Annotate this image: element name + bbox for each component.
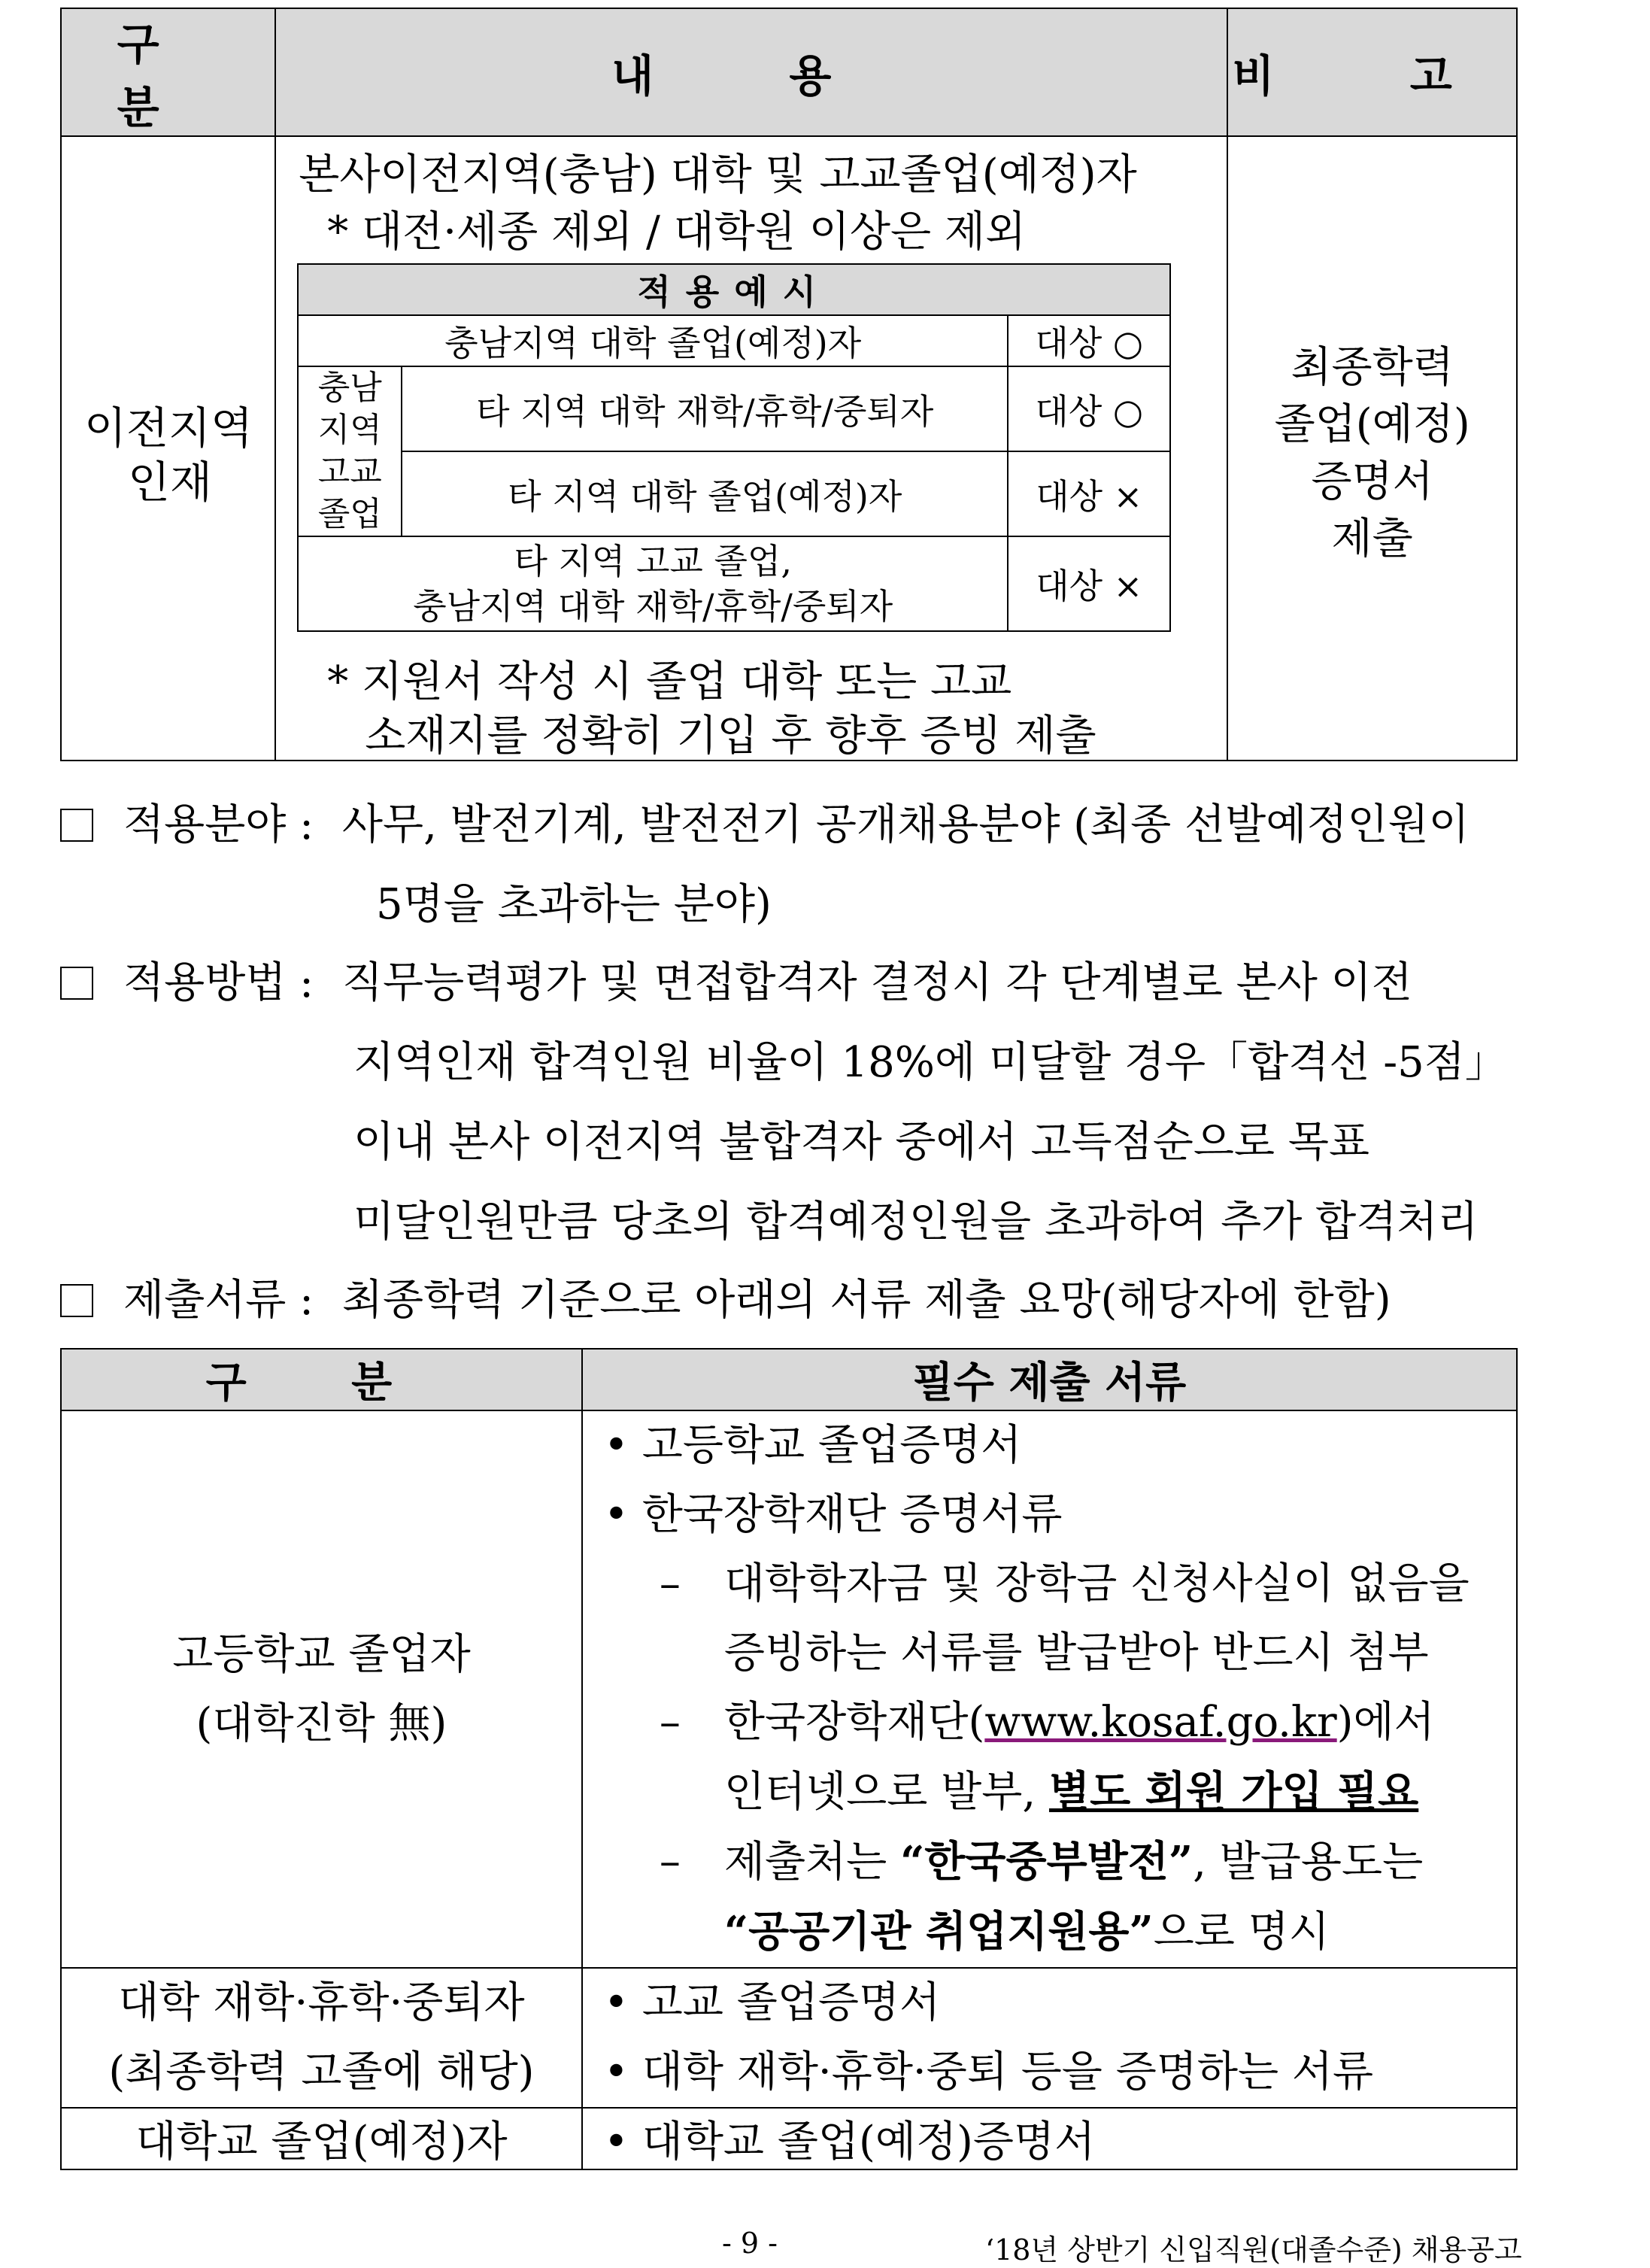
checkbox-icon [60,1284,93,1317]
category-label: (대학진학 無) [196,1699,447,1748]
section-text: 최종학력 기준으로 아래의 서류 제출 요망(해당자에 한함) [341,1276,1391,1325]
remark-line: 최종학력 [1291,343,1454,392]
header-remark: 비 고 [1227,8,1517,136]
section-text: 사무, 발전기계, 발전전기 공개채용분야 (최종 선발예정인원이 [341,800,1470,849]
list-item-text: 고등학교 졸업증명서 [641,1421,1022,1470]
documents-table [60,1348,1518,2170]
remark-cell [1227,136,1517,761]
kosaf-link[interactable]: www.kosaf.go.kr [984,1698,1337,1747]
list-item-text: 고교 졸업증명서 [641,1978,941,2027]
checkbox-icon [60,809,93,842]
section-text: 지역인재 합격인원 비율이 18%에 미달할 경우「합격선 -5점」 [353,1038,1507,1087]
example-desc: 충남지역 대학 졸업(예정)자 [298,315,1008,366]
category-label: 고등학교 졸업자 [172,1629,471,1679]
section-documents [60,1267,1391,1327]
example-desc: 타 지역 대학 졸업(예정)자 [402,451,1008,536]
sub-item-emphasis: “공공기관 취업지원용” [723,1907,1154,1957]
remark-line: 제출 [1331,515,1413,563]
sub-item [604,1550,1516,1619]
documents-cell [582,1968,1517,2108]
section-text: 이내 본사 이전지역 불합격자 중에서 고득점순으로 목표 [353,1118,1370,1167]
example-group-label [298,366,402,536]
sub-item [604,1688,1516,1757]
documents-cell [582,1410,1517,1968]
section-label: 적용분야 : [123,800,314,849]
group-label-line: 지역 [317,411,382,449]
checkbox-icon [60,967,93,1000]
example-table [297,263,1171,632]
example-title: 적용예시 [298,264,1170,315]
dash-icon: – [659,1698,681,1747]
content-cell [275,136,1227,761]
group-label-line: 고교 [317,453,382,491]
group-label-line: 충남 [317,369,382,407]
section-label: 제출서류 : [123,1276,314,1325]
list-item-text: 한국장학재단 증명서류 [641,1490,1063,1539]
sub-item [604,1827,1516,1897]
section-label: 적용방법 : [123,958,314,1007]
example-desc [298,536,1008,631]
content-note: * 지원서 작성 시 졸업 대학 또는 고교 [327,657,1012,706]
dash-icon: – [659,1837,681,1886]
example-mark: 대상 × [1008,451,1170,536]
eligibility-table [60,8,1518,761]
section-text: 미달인원만큼 당초의 합격예정인원을 초과하여 추가 합격처리 [353,1198,1479,1246]
sub-item-text: , 발급용도는 [1193,1838,1424,1887]
sub-item-text: )에서 [1336,1698,1435,1747]
category-cell [61,1968,582,2108]
list-item-text: 대학 재학·휴학·중퇴 등을 증명하는 서류 [641,2048,1374,2096]
example-desc-line: 충남지역 대학 재학/휴학/중퇴자 [413,586,893,627]
sub-item-text: 대학학자금 및 장학금 신청사실이 없음을 [723,1559,1470,1608]
content-note: * 대전·세종 제외 / 대학원 이상은 제외 [327,208,1027,257]
example-mark: 대상 × [1008,536,1170,631]
documents-cell [582,2108,1517,2169]
row-label-line: 이전지역 [84,402,253,454]
sub-item-text: 제출처는 [723,1838,901,1887]
header-documents: 필수 제출 서류 [582,1349,1517,1410]
list-item: • 고교 졸업증명서 [603,1978,941,2027]
sub-item-text: 한국장학재단( [723,1698,985,1747]
remark-line: 증명서 [1311,457,1433,506]
page-number: - 9 - [722,2227,778,2260]
list-item: • 대학 재학·휴학·중퇴 등을 증명하는 서류 [603,2048,1374,2096]
remark-line: 졸업(예정) [1274,400,1470,449]
section-text: 직무능력평가 및 면접합격자 결정시 각 단계별로 본사 이전 [341,958,1412,1007]
sub-item-text: 증빙하는 서류를 발급받아 반드시 첨부 [723,1629,1429,1677]
category-label: 대학 재학·휴학·중퇴자 [118,1978,525,2027]
example-desc-line: 타 지역 고교 졸업, [514,541,792,581]
content-note: 소재지를 정확히 기입 후 향후 증빙 제출 [365,712,1096,761]
sub-item-text: 인터넷으로 발부, [723,1768,1049,1817]
list-item: • 한국장학재단 증명서류 [603,1490,1063,1539]
row-label-cell [61,136,275,761]
header-category: 구 분 [61,1349,582,1410]
category-cell: 대학교 졸업(예정)자 [61,2108,582,2169]
header-content: 내 용 [275,8,1227,136]
group-label-line: 졸업 [317,495,382,533]
sub-item [604,1897,1516,1967]
example-desc: 타 지역 대학 재학/휴학/중퇴자 [402,366,1008,451]
dash-icon: – [659,1559,681,1608]
section-application-method [60,949,1412,1010]
header-category: 구 분 [61,8,275,136]
list-item: • 고등학교 졸업증명서 [603,1421,1022,1470]
section-text: 5명을 초과하는 분야) [376,880,772,929]
sub-item-emphasis: 별도 회원 가입 필요 [1048,1767,1419,1817]
sub-item-emphasis: “한국중부발전” [900,1837,1194,1887]
sub-item-text: 으로 명시 [1153,1908,1330,1957]
example-mark: 대상 ○ [1008,315,1170,366]
footer-title: ‘18년 상반기 신입직원(대졸수준) 채용공고 [985,2233,1522,2266]
section-application-field [60,791,1470,852]
list-item-text: 대학교 졸업(예정)증명서 [641,2118,1096,2166]
sub-item [604,1757,1516,1827]
category-cell [61,1410,582,1968]
list-item: • 대학교 졸업(예정)증명서 [603,2118,1096,2166]
example-mark: 대상 ○ [1008,366,1170,451]
category-label: (최종학력 고졸에 해당) [108,2048,535,2096]
content-line: 본사이전지역(충남) 대학 및 고교졸업(예정)자 [299,150,1137,199]
row-label-line: 인재 [128,457,213,508]
